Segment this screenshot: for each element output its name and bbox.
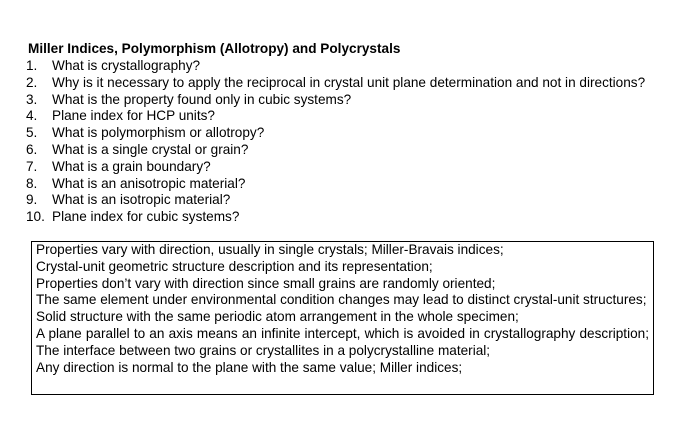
question-text: What is an anisotropic material? [52,175,246,191]
question-item [26,108,656,125]
answer-option: A plane parallel to an axis means an infinite intercept, which is avoided in crystallography description; The interface between two grains or crystallites in a polycrystalline material; [36,325,649,358]
answer-option: Crystal-unit geometric structure description and its representation; [36,258,433,274]
question-item [26,125,656,142]
question-number: 9. [26,192,38,208]
question-text: What is an isotropic material? [52,192,231,208]
answer-option: Properties don’t vary with direction since small grains are randomly oriented; [36,275,496,291]
answer-option: Any direction is normal to the plane with the same value; Miller indices; [36,359,463,375]
question-item [26,192,656,209]
question-number: 7. [26,158,38,174]
question-number: 1. [26,58,38,73]
question-number: 3. [26,91,38,107]
question-text: Why is it necessary to apply the reciprocal in crystal unit plane determination and not in directions? [52,74,646,90]
question-item [26,176,656,193]
question-item [26,92,656,109]
question-item [26,58,656,75]
question-number: 8. [26,175,38,191]
question-item [26,142,656,159]
question-item [26,159,656,176]
question-text: What is crystallography? [52,58,201,73]
question-number: 10. [26,209,45,225]
answer-option: Properties vary with direction, usually in single crystals; Miller-Bravais indices; [36,242,504,257]
question-number: 4. [26,108,38,124]
question-list [26,58,656,226]
question-text: What is polymorphism or allotropy? [52,125,265,141]
answer-option: The same element under environmental condition changes may lead to distinct crystal-unit structures; [36,292,647,308]
question-number: 2. [26,74,38,90]
question-text: What is a single crystal or grain? [52,141,249,157]
question-text: What is the property found only in cubic systems? [52,91,352,107]
section-heading: Miller Indices, Polymorphism (Allotropy) and Polycrystals [28,41,401,56]
question-number: 5. [26,125,38,141]
question-item [26,75,656,92]
answer-option: Solid structure with the same periodic atom arrangement in the whole specimen; [36,309,519,325]
question-number: 6. [26,141,38,157]
question-text: Plane index for cubic systems? [52,209,240,225]
answer-options-box [31,241,654,395]
question-item [26,209,656,226]
question-text: What is a grain boundary? [52,158,211,174]
question-text: Plane index for HCP units? [52,108,215,124]
